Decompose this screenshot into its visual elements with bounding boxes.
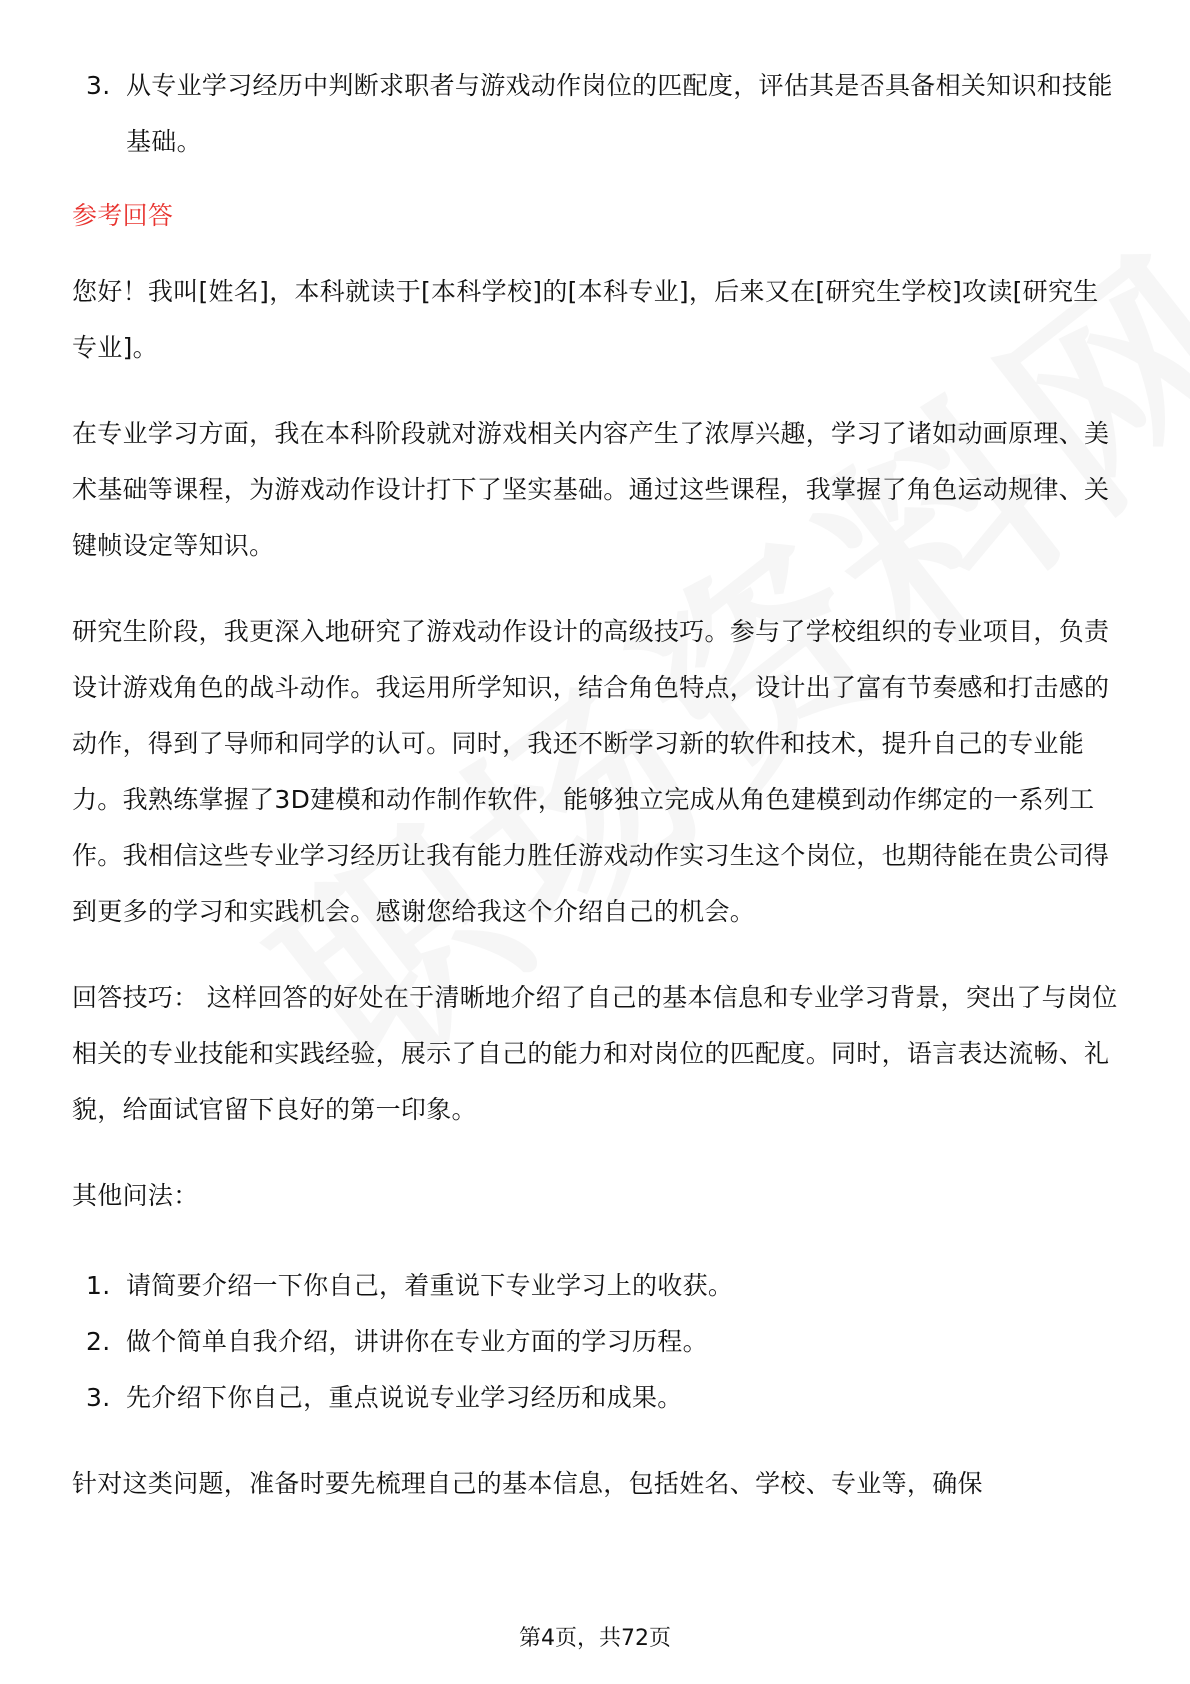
paragraph-greeting: 您好！我叫[姓名]，本科就读于[本科学校]的[本科专业]，后来又在[研究生学校]攻读[研究生专业]。 — [72, 277, 1099, 362]
list-item-text: 请简要介绍一下你自己，着重说下专业学习上的收获。 — [126, 1271, 734, 1300]
page-number-footer: 第4页，共72页 — [519, 1626, 671, 1651]
list-item — [72, 1314, 1120, 1370]
list-item-text: 做个简单自我介绍，讲讲你在专业方面的学习历程。 — [126, 1327, 708, 1356]
paragraph-graduate: 研究生阶段，我更深入地研究了游戏动作设计的高级技巧。参与了学校组织的专业项目，负责设计游戏角色的战斗动作。我运用所学知识，结合角色特点，设计出了富有节奏感和打击感的动作，得到了导师和同学的认可。同时，我还不断学习新的软件和技术，提升自己的专业能力。我熟练掌握了3D建模和动作制作软件，能够独立完成从角色建模到动作绑定的一系列工作。我相信这些专业学习经历让我有能力胜任游戏动作实习生这个岗位，也期待能在贵公司得到更多的学习和实践机会。感谢您给我这个介绍自己的机会。 — [72, 617, 1110, 926]
other-questions-list — [72, 1258, 1120, 1426]
list-item — [72, 1370, 1120, 1426]
answer-heading: 参考回答 — [72, 201, 174, 230]
list-item-number: 2. — [86, 1327, 111, 1356]
paragraph-closing: 针对这类问题，准备时要先梳理自己的基本信息，包括姓名、学校、专业等，确保 — [72, 1469, 983, 1498]
list-item-number: 1. — [86, 1271, 111, 1300]
list-item-number: 3. — [86, 71, 111, 100]
list-item — [72, 58, 1120, 170]
paragraph-undergrad: 在专业学习方面，我在本科阶段就对游戏相关内容产生了浓厚兴趣，学习了诸如动画原理、美术基础等课程，为游戏动作设计打下了坚实基础。通过这些课程，我掌握了角色运动规律、关键帧设定等知识。 — [72, 419, 1110, 560]
list-item-text: 从专业学习经历中判断求职者与游戏动作岗位的匹配度，评估其是否具备相关知识和技能基础。 — [126, 71, 1113, 156]
list-item-text: 先介绍下你自己，重点说说专业学习经历和成果。 — [126, 1383, 683, 1412]
paragraph-other-questions: 其他问法： — [72, 1181, 199, 1210]
evaluation-points-list — [72, 58, 1120, 170]
page-content — [72, 58, 1120, 1542]
paragraph-tips: 回答技巧： 这样回答的好处在于清晰地介绍了自己的基本信息和专业学习背景，突出了与岗位相关的专业技能和实践经验，展示了自己的能力和对岗位的匹配度。同时，语言表达流畅、礼貌，给面试官留下良好的第一印象。 — [72, 983, 1118, 1124]
list-item-number: 3. — [86, 1383, 111, 1412]
list-item — [72, 1258, 1120, 1314]
